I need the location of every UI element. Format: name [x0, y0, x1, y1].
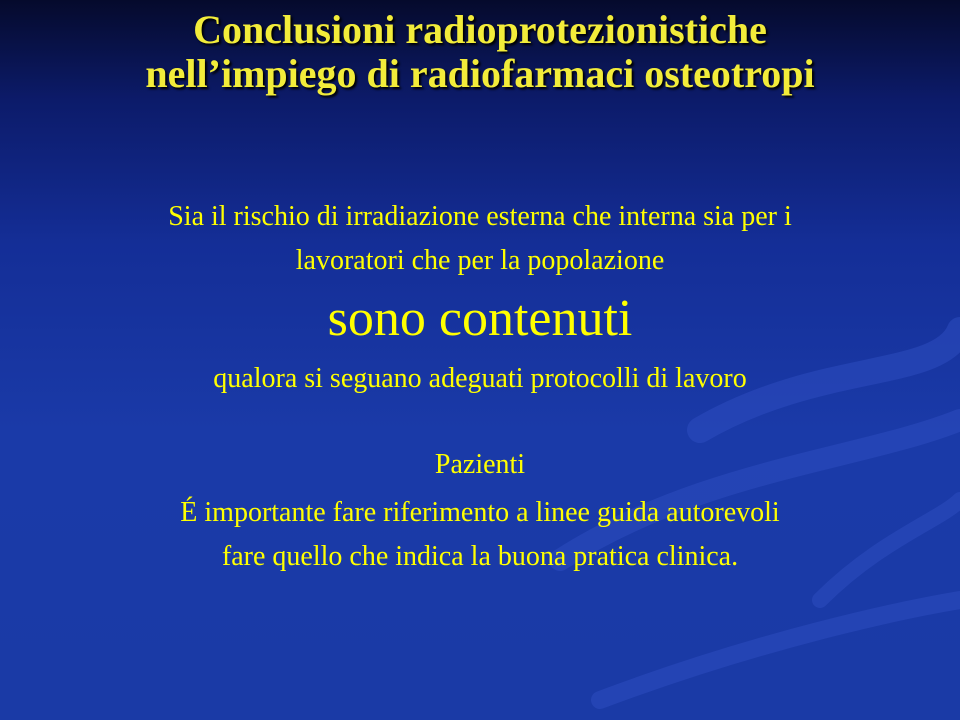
- emphasis-text: sono contenuti: [327, 290, 633, 347]
- risk-statement-line-1: Sia il rischio di irradiazione esterna che interna sia per i: [168, 201, 792, 232]
- risk-statement-line-2: lavoratori che per la popolazione: [295, 245, 665, 276]
- condition-text: qualora si seguano adeguati protocolli di lavoro: [213, 363, 747, 394]
- patients-line-2: fare quello che indica la buona pratica clinica.: [221, 541, 739, 572]
- title-line-1: Conclusioni radioprotezionistiche: [193, 7, 767, 52]
- title-line-2: nell’impiego di radiofarmaci osteotropi: [145, 51, 815, 96]
- patients-line-1: É importante fare riferimento a linee guida autorevoli: [180, 497, 780, 528]
- patients-heading: Pazienti: [434, 449, 526, 480]
- slide-title: [0, 8, 960, 96]
